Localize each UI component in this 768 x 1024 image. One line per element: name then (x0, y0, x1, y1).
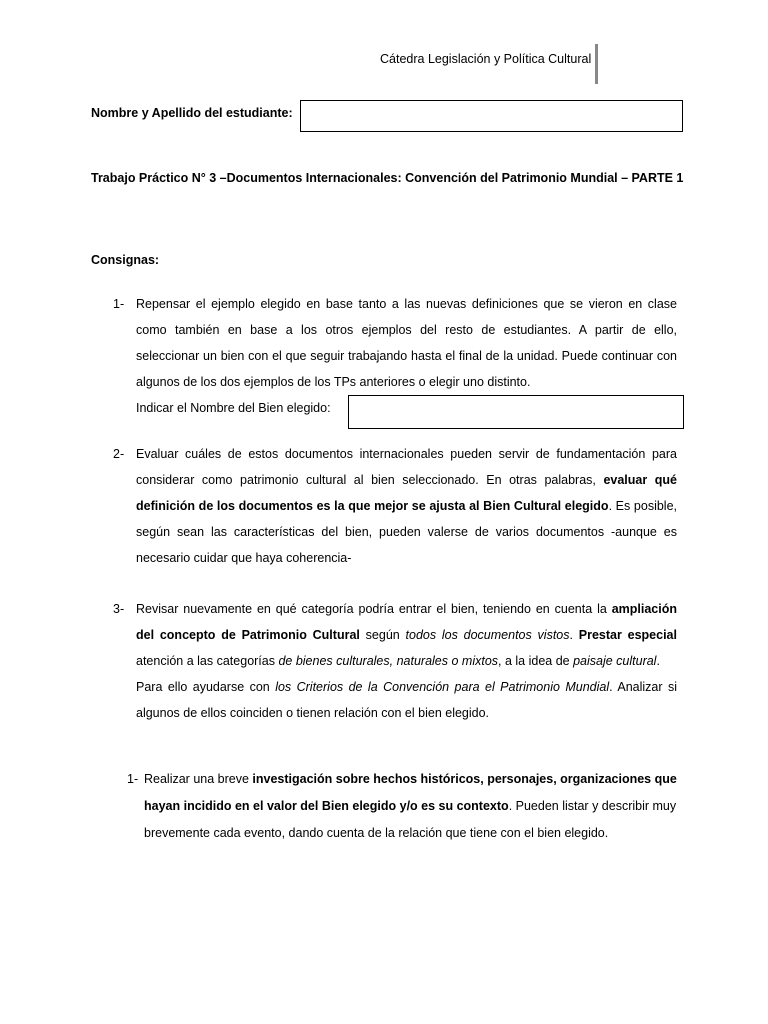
consigna-item-4 (127, 766, 687, 847)
item-1-line-1: Repensar el ejemplo elegido en base tanto a las nuevas definiciones que se vieron en clase (136, 297, 677, 311)
consigna-item-3 (113, 596, 677, 726)
item-1-line-4: algunos de los dos ejemplos de los TPs anteriores o elegir uno distinto. (136, 375, 531, 389)
consigna-item-1 (113, 291, 677, 425)
cathedra-header: Cátedra Legislación y Política Cultural (380, 52, 592, 66)
consignas-heading: Consignas: (91, 253, 160, 267)
student-name-field[interactable] (300, 100, 683, 132)
item-1-line-2: como también en base a los otros ejemplos del resto de estudiantes. A partir de ello, (136, 323, 677, 337)
bien-name-field[interactable] (348, 395, 684, 429)
item-3-text: Revisar nuevamente en qué categoría podría entrar el bien, teniendo en cuenta la ampliación del concepto de Patrimonio Cultural según todos los documentos vistos. Prestar especial atención a las categorías de bienes culturales, naturales o mixtos, a la idea de paisaje cultural. (136, 602, 677, 668)
item-4-text: Realizar una breve investigación sobre hechos históricos, personajes, organizaciones que hayan incidido en el valor del Bien elegido y/o es su contexto. Pueden listar y describir muy brevemente cada evento, dando cuenta de la relación que tiene con el bien elegido. (144, 772, 677, 840)
assignment-title: Trabajo Práctico N° 3 –Documentos Internacionales: Convención del Patrimonio Mundial – PARTE 1 (91, 171, 684, 185)
item-number: 3- (113, 602, 125, 616)
item-3-text-2: Para ello ayudarse con los Criterios de la Convención para el Patrimonio Mundial. Analizar si algunos de ellos coinciden o tienen relación con el bien elegido. (136, 680, 677, 720)
item-1-line-3: seleccionar un bien con el que seguir trabajando hasta el final de la unidad. Puede continuar con (136, 349, 677, 363)
consigna-item-2 (113, 441, 677, 571)
bien-row (136, 395, 677, 425)
student-name-label: Nombre y Apellido del estudiante: (91, 106, 293, 120)
item-2-text: Evaluar cuáles de estos documentos internacionales pueden servir de fundamentación para considerar como patrimonio cultural al bien seleccionado. En otras palabras, evaluar qué definición de los documentos es la que mejor se ajusta al Bien Cultural elegido. Es posible, según sean las características del bien, pueden valerse de varios documentos -aunque es necesario cuidar que haya coherencia- (136, 447, 678, 565)
item-number: 1- (113, 297, 125, 311)
header-divider (595, 44, 598, 84)
item-number: 1- (127, 772, 139, 786)
bien-name-label: Indicar el Nombre del Bien elegido: (136, 401, 331, 415)
item-number: 2- (113, 447, 125, 461)
